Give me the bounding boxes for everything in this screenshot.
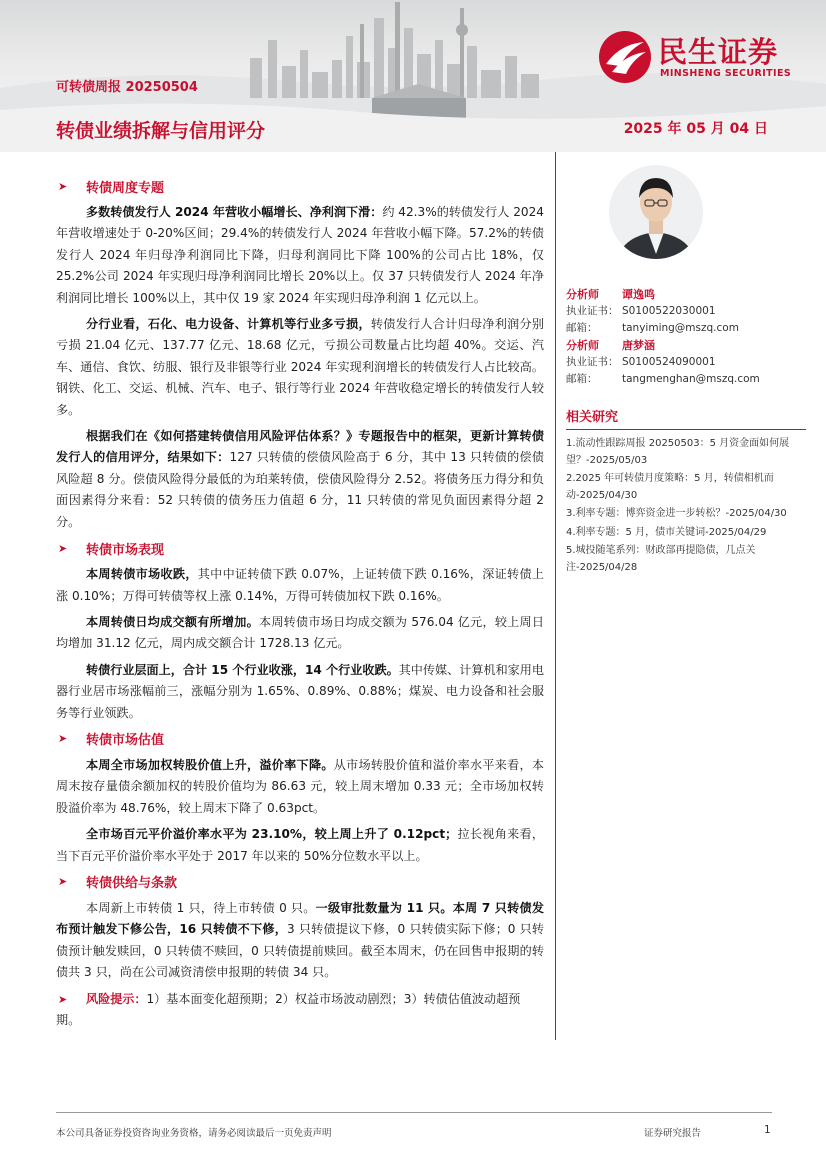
paragraph [56,202,544,309]
paragraph-body: 本周新上市转债 1 只，待上市转债 0 只。 [86,900,316,915]
paragraph-lead: 本周全市场加权转股价值上升，溢价率下降。 [86,757,334,772]
section-header [56,538,544,558]
analyst-name: 唐梦涵 [622,339,655,352]
email-address[interactable]: tanyiming@mszq.com [622,322,739,334]
paragraph-lead: 多数转债发行人 2024 年营收小幅增长、净利润下滑： [86,205,383,219]
risk-text: 1）基本面变化超预期；2）权益市场波动剧烈；3）转债估值波动超预期。 [56,991,521,1027]
section-header [56,729,544,749]
page-number: 1 [764,1124,771,1136]
paragraph [56,755,544,819]
section-title: 转债供给与条款 [86,876,178,892]
arrow-icon: ➤ [58,992,68,1006]
analyst-name-row [566,286,806,303]
related-research [566,406,806,578]
paragraph [56,426,544,533]
analyst-email-row [566,371,806,388]
paragraph-body: 拉长视角来看，当下百元平价溢价率水平处于 2017 年以来的 50%分位数水平以上。 [56,827,544,863]
related-research-link[interactable]: 2.2025 年可转债月度策略：5 月，转债相机而动-2025/04/30 [566,473,774,501]
paragraph-body: 127 只转债的偿债风险高于 6 分，其中 13 只转债的偿债风险超 8 分。偿债风险得分最低的为珀莱转债，偿债风险得分 2.52。将债务压力得分和负面因素得分来看：52 只转债的债务压力值超 6 分，11 只转债的常见负面因素得分超 2 分。 [56,450,544,529]
email-address[interactable]: tangmenghan@mszq.com [622,373,760,385]
related-research-link[interactable]: 4.利率专题：5 月，债市关键词-2025/04/29 [566,526,767,538]
section-header [56,176,544,196]
footer-report-type: 证券研究报告 [644,1128,702,1139]
footer-divider [56,1112,772,1113]
paragraph-lead: 一级审批数量为 11 只。本周 7 只转债发布预计触发下修公告，16 只转债不下修， [56,900,544,937]
analyst-cert-row [566,303,806,320]
arrow-icon: ➤ [58,732,68,746]
paragraph-body: 其中中证转债下跌 0.07%，上证转债下跌 0.16%，深证转债上涨 0.10%；万得可转债等权上涨 0.14%，万得可转债加权下跌 0.16%。 [56,567,544,603]
paragraph-body: 转债发行人合计归母净利润分别亏损 21.04 亿元、137.77 亿元、18.68 亿元，亏损公司数量占比均超 40%。交运、汽车、通信、食饮、纺服、银行及非银等行业 2024 年实现利润增长的转债发行人占比较高。钢铁、化工、交运、机械、汽车、电子、银行等行业 2024 年营收稳定增长的转债发行人较多。 [56,317,544,417]
cert-label: 执业证书： [566,305,619,317]
section-title: 转债市场表现 [86,542,165,558]
minsheng-logo-icon [598,30,652,84]
analyst-email-row [566,320,806,337]
cert-label: 执业证书： [566,356,619,368]
report-series-label: 可转债周报 20250504 [56,80,198,95]
paragraph-lead: 本周转债日均成交额有所增加。 [86,614,259,629]
report-date: 2025 年 05 月 04 日 [623,121,768,137]
paragraph-lead: 本周转债市场收跌， [86,567,198,582]
paragraph [56,824,544,867]
analyst-name-row [566,337,806,354]
risk-label: 风险提示： [86,991,147,1006]
related-research-link[interactable]: 3.利率专题：博弈资金进一步转松？-2025/04/30 [566,508,787,519]
paragraph [56,564,544,607]
paragraph [56,314,544,421]
related-research-link[interactable]: 1.流动性跟踪周报 20250503：5 月资金面如何展望？-2025/05/03 [566,438,790,466]
analyst-cert-row [566,354,806,371]
paragraph-body: 约 42.3%的转债发行人 2024 年营收增速处于 0-20%区间；29.4%的转债发行人 2024 年营收小幅下降。57.2%的转债发行人 2024 年归母净利润同比下降，归母利润同比下降 100%的公司占比 18%，仅 25.2%公司 2024 年实现归母净利润同比增长 20%以上。仅 37 只转债发行人 2024 年净利润同比增长 100%以上，其中仅 19 家 2024 年实现归母净利润 1 亿元以上。 [56,205,544,305]
paragraph-lead: 根据我们在《如何搭建转债信用风险评估体系？》专题报告中的框架，更新计算转债发行人的信用评分，结果如下： [56,429,544,465]
arrow-icon: ➤ [58,179,68,193]
paragraph-body: 本周转债市场日均成交额为 576.04 亿元，较上周日均增加 31.12 亿元，周内成交额合计 1728.13 亿元。 [56,614,544,651]
report-title: 转债业绩拆解与信用评分 [56,120,266,142]
section-title: 转债市场估值 [86,733,165,749]
related-research-link[interactable]: 5.城投随笔系列：财政部再提隐债，几点关注-2025/04/28 [566,545,756,573]
paragraph [56,660,544,724]
analyst-role: 分析师 [566,339,599,352]
paragraph-lead: 转债行业层面上，合计 15 个行业收涨，14 个行业收跌。 [86,662,399,677]
related-research-title: 相关研究 [566,406,806,430]
header-banner [0,0,826,152]
paragraph-lead: 分行业看，石化、电力设备、计算机等行业多亏损， [86,317,371,332]
column-divider [555,152,556,1040]
arrow-icon: ➤ [58,875,68,889]
section-title: 转债周度专题 [86,180,165,196]
logo-chinese-name: 民生证券 [658,35,779,69]
email-label: 邮箱： [566,373,598,385]
cert-number: S0100522030001 [622,305,716,317]
footer-disclaimer: 本公司具备证券投资咨询业务资格，请务必阅读最后一页免责声明 [56,1128,332,1139]
paragraph [56,898,544,984]
minsheng-logo [598,30,808,90]
paragraph-body: 其中传媒、计算机和家用电器行业居市场涨幅前三，涨幅分别为 1.65%、0.89%、0.88%；煤炭、电力设备和社会服务等行业领跌。 [56,662,544,720]
analyst-name: 谭逸鸣 [622,288,655,301]
paragraph-lead: 全市场百元平价溢价率水平为 23.10%，较上周上升了 0.12pct； [86,827,458,842]
paragraph-body: 从市场转股价值和溢价率水平来看，本周末按存量债余额加权的转股价值均为 86.63 元，较上周末增加 0.33 元；全市场加权转股溢价率为 48.76%，较上周末下降了 0.63pct。 [56,757,544,815]
main-content [56,176,544,1031]
email-label: 邮箱： [566,322,598,334]
analyst-photo [608,158,704,270]
cert-number: S0100524090001 [622,356,716,368]
paragraph [56,612,544,655]
risk-warning [56,989,544,1032]
analyst-list [566,286,806,388]
logo-english-name: MINSHENG SECURITIES [660,68,792,79]
section-header [56,872,544,892]
arrow-icon: ➤ [58,541,68,555]
paragraph-body: 3 只转债提议下修，0 只转债实际下修；0 只转债预计触发赎回，0 只转债不赎回，0 只转债提前赎回。截至本周末，仍在回售申报期的转债共 3 只，尚在公司减资清偿申报期的转债 34 只。 [56,922,544,980]
analyst-role: 分析师 [566,288,599,301]
